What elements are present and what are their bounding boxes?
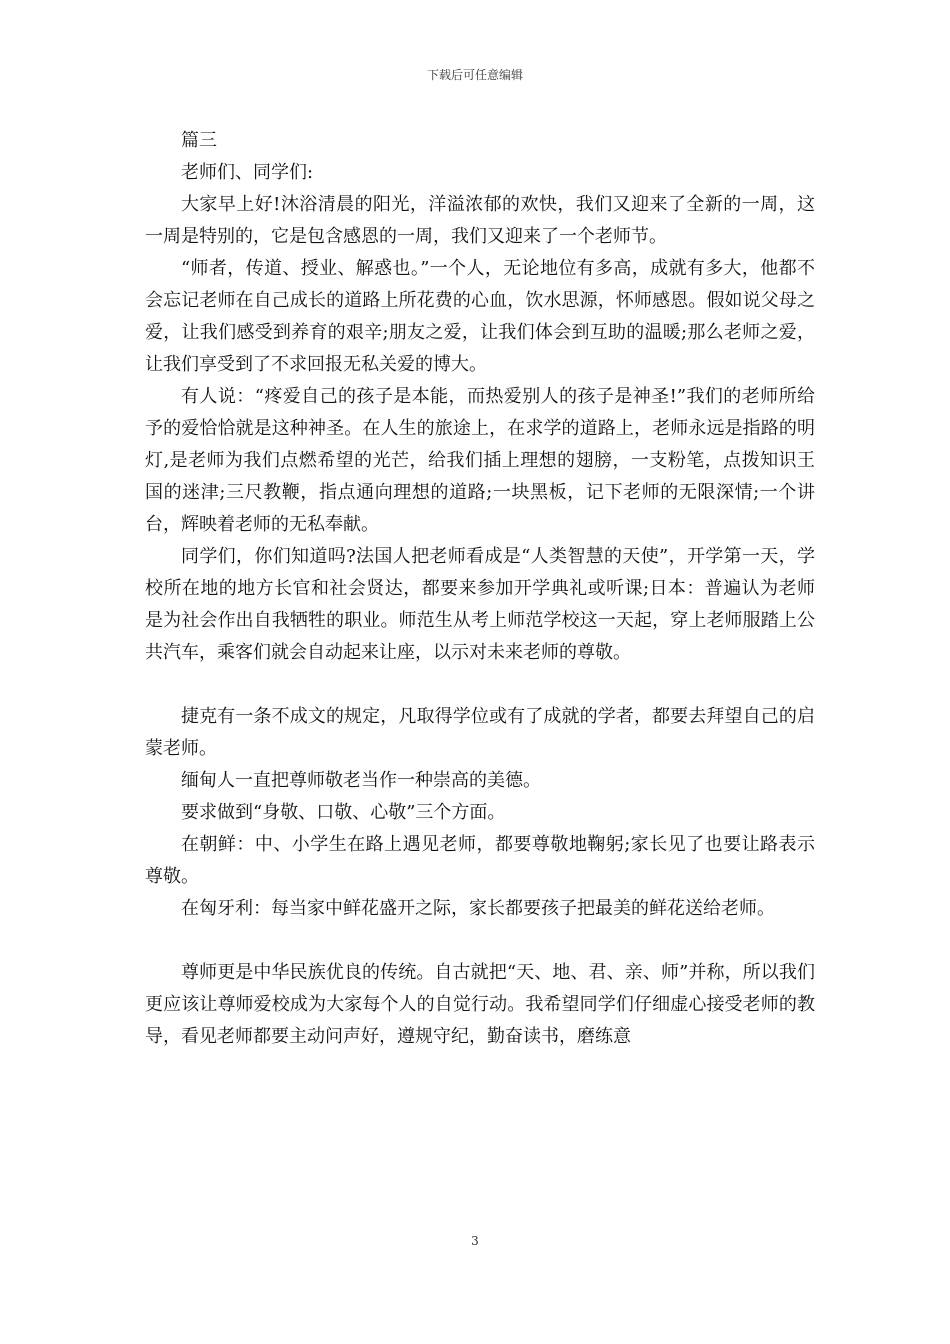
page-header: 下载后可任意编辑	[426, 68, 523, 82]
page-number: 3	[471, 1234, 479, 1248]
paragraph: 缅甸人一直把尊师敬老当作一种崇高的美德。	[181, 770, 541, 791]
paragraph: 尊师更是中华民族优良的传统。自古就把“天、地、君、亲、师”并称，所以我们更应该让尊师爱校成为大家每个人的自觉行动。我希望同学们仔细虚心接受老师的教导，看见老师都要主动问声好，遵规守纪，勤奋读书，磨练意	[145, 962, 815, 1047]
paragraph: 要求做到“身敬、口敬、心敬”三个方面。	[181, 802, 506, 823]
paragraph: 在朝鲜：中、小学生在路上遇见老师，都要尊敬地鞠躬;家长见了也要让路表示尊敬。	[145, 834, 815, 887]
paragraph: 在匈牙利：每当家中鲜花盛开之际，家长都要孩子把最美的鲜花送给老师。	[181, 898, 775, 919]
paragraph: “师者，传道、授业、解惑也。”一个人，无论地位有多高，成就有多大，他都不会忘记老师在自己成长的道路上所花费的心血，饮水思源，怀师感恩。假如说父母之爱，让我们感受到养育的艰辛;朋友之爱，让我们体会到互助的温暖;那么老师之爱，让我们享受到了不求回报无私关爱的博大。	[145, 258, 815, 375]
paragraph: 同学们，你们知道吗?法国人把老师看成是“人类智慧的天使”，开学第一天，学校所在地的地方长官和社会贤达，都要来参加开学典礼或听课;日本：普遍认为老师是为社会作出自我牺牲的职业。师范生从考上师范学校这一天起，穿上老师服踏上公共汽车，乘客们就会自动起来让座，以示对未来老师的尊敬。	[145, 546, 815, 663]
paragraph: 有人说：“疼爱自己的孩子是本能，而热爱别人的孩子是神圣!”我们的老师所给予的爱恰恰就是这种神圣。在人生的旅途上，在求学的道路上，老师永远是指路的明灯,是老师为我们点燃希望的光芒，给我们插上理想的翅膀，一支粉笔，点拨知识王国的迷津;三尺教鞭，指点通向理想的道路;一块黑板，记下老师的无限深情;一个讲台，辉映着老师的无私奉献。	[145, 386, 815, 535]
section-title: 篇三	[181, 130, 217, 151]
paragraph-greeting: 老师们、同学们:	[181, 162, 314, 183]
paragraph: 大家早上好!沐浴清晨的阳光，洋溢浓郁的欢快，我们又迎来了全新的一周，这一周是特别的，它是包含感恩的一周，我们又迎来了一个老师节。	[145, 194, 815, 247]
document-body	[145, 125, 815, 1053]
paragraph: 捷克有一条不成文的规定，凡取得学位或有了成就的学者，都要去拜望自己的启蒙老师。	[145, 706, 815, 759]
